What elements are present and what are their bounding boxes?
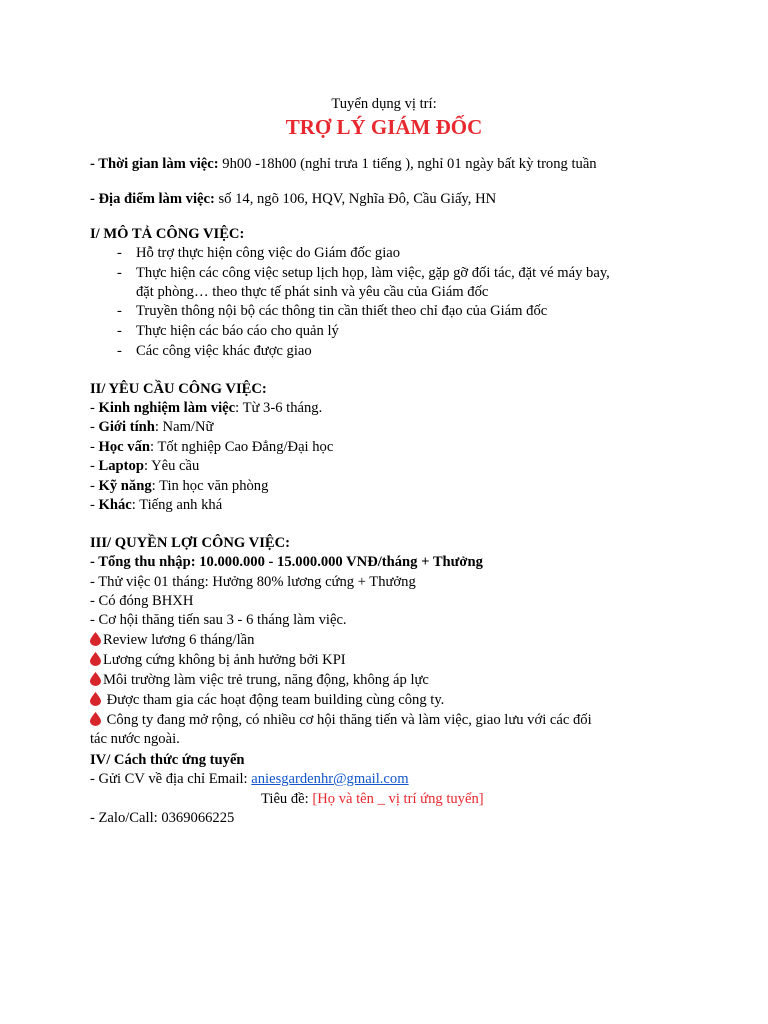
requirement-value: : Nam/Nữ — [154, 419, 214, 435]
requirement-label: Kỹ năng — [98, 478, 152, 494]
location-line — [90, 190, 496, 209]
list-dash: - — [117, 343, 122, 359]
location-label: - Địa điểm làm việc: — [90, 191, 215, 207]
requirement-value: : Tiếng anh khá — [131, 497, 223, 513]
list-item: Thực hiện các công việc setup lịch họp, làm việc, gặp gỡ đối tác, đặt vé máy bay, — [136, 265, 610, 281]
benefit-line: - Cơ hội thăng tiến sau 3 - 6 tháng làm việc. — [90, 612, 347, 628]
list-dash: - — [117, 265, 122, 281]
requirement-row — [90, 457, 199, 476]
section2-heading: II/ YÊU CẦU CÔNG VIỆC: — [90, 381, 267, 397]
list-dash: - — [117, 323, 122, 339]
drop-item — [90, 691, 444, 710]
drop-item — [90, 671, 429, 690]
red-drop-icon — [90, 672, 101, 686]
red-drop-icon — [90, 712, 101, 726]
list-item: Hỗ trợ thực hiện công việc do Giám đốc giao — [136, 245, 401, 261]
requirement-row — [90, 477, 268, 496]
row-prefix: - — [90, 478, 99, 494]
red-drop-icon — [90, 692, 101, 706]
list-item-continuation: đặt phòng… theo thực tế phát sinh và yêu cầu của Giám đốc — [136, 284, 489, 300]
email-line — [90, 770, 409, 789]
drop-item-text: Được tham gia các hoạt động team building cùng công ty. — [103, 692, 445, 708]
email-link[interactable]: aniesgardenhr@gmail.com — [251, 771, 409, 787]
page-title: TRỢ LÝ GIÁM ĐỐC — [285, 115, 483, 139]
list-item: Thực hiện các báo cáo cho quản lý — [136, 323, 339, 339]
subject-line — [261, 790, 484, 809]
drop-item-continuation: tác nước ngoài. — [90, 731, 180, 747]
row-prefix: - — [90, 400, 99, 416]
drop-item — [90, 711, 592, 730]
requirement-value: : Tin học văn phòng — [151, 478, 269, 494]
pretitle: Tuyển dụng vị trí: — [331, 96, 437, 112]
drop-item-text: Review lương 6 tháng/lần — [103, 632, 255, 648]
list-item: Truyền thông nội bộ các thông tin cần thiết theo chỉ đạo của Giám đốc — [136, 303, 548, 319]
requirement-value: : Từ 3-6 tháng. — [235, 400, 323, 416]
requirement-row — [90, 399, 322, 418]
row-prefix: - — [90, 458, 99, 474]
zalo-line: - Zalo/Call: 0369066225 — [90, 810, 235, 826]
drop-item-text: Công ty đang mở rộng, có nhiều cơ hội thăng tiến và làm việc, giao lưu với các đối — [103, 712, 592, 728]
section3-heading: III/ QUYỀN LỢI CÔNG VIỆC: — [90, 535, 291, 551]
subject-prefix: Tiêu đề: — [261, 791, 313, 807]
requirement-label: Laptop — [98, 458, 144, 474]
work-time-value: 9h00 -18h00 (nghỉ trưa 1 tiếng ), nghỉ 01 ngày bất kỳ trong tuần — [218, 156, 597, 172]
work-time-label: - Thời gian làm việc: — [90, 156, 219, 172]
requirement-row — [90, 418, 213, 437]
location-value: số 14, ngõ 106, HQV, Nghĩa Đô, Cầu Giấy, HN — [214, 191, 497, 207]
red-drop-icon — [90, 632, 101, 646]
work-time-line — [90, 155, 597, 174]
drop-item-text: Lương cứng không bị ảnh hưởng bởi KPI — [103, 652, 346, 668]
row-prefix: - — [90, 419, 99, 435]
section1-heading: I/ MÔ TẢ CÔNG VIỆC: — [90, 226, 245, 242]
requirement-label: Giới tính — [98, 419, 155, 435]
list-dash: - — [117, 303, 122, 319]
list-dash: - — [117, 245, 122, 261]
requirement-value: : Yêu cầu — [143, 458, 200, 474]
list-item: Các công việc khác được giao — [136, 343, 312, 359]
red-drop-icon — [90, 652, 101, 666]
drop-item — [90, 631, 254, 650]
subject-value: [Họ và tên _ vị trí ứng tuyển] — [312, 791, 484, 807]
row-prefix: - — [90, 497, 99, 513]
benefit-line: - Thử việc 01 tháng: Hưởng 80% lương cứng + Thưởng — [90, 574, 416, 590]
drop-item — [90, 651, 346, 670]
requirement-row — [90, 438, 333, 457]
income-line: - Tổng thu nhập: 10.000.000 - 15.000.000 VNĐ/tháng + Thưởng — [90, 554, 483, 570]
requirement-label: Kinh nghiệm làm việc — [98, 400, 236, 416]
requirement-row — [90, 496, 222, 515]
drop-item-text: Môi trường làm việc trẻ trung, năng động, không áp lực — [103, 672, 429, 688]
row-prefix: - — [90, 439, 99, 455]
requirement-label: Học vấn — [98, 439, 150, 455]
requirement-value: : Tốt nghiệp Cao Đẳng/Đại học — [150, 439, 334, 455]
requirement-label: Khác — [98, 497, 132, 513]
email-prefix: - Gửi CV về địa chỉ Email: — [90, 771, 252, 787]
section4-heading: IV/ Cách thức ứng tuyển — [90, 752, 245, 768]
benefit-line: - Có đóng BHXH — [90, 593, 194, 609]
